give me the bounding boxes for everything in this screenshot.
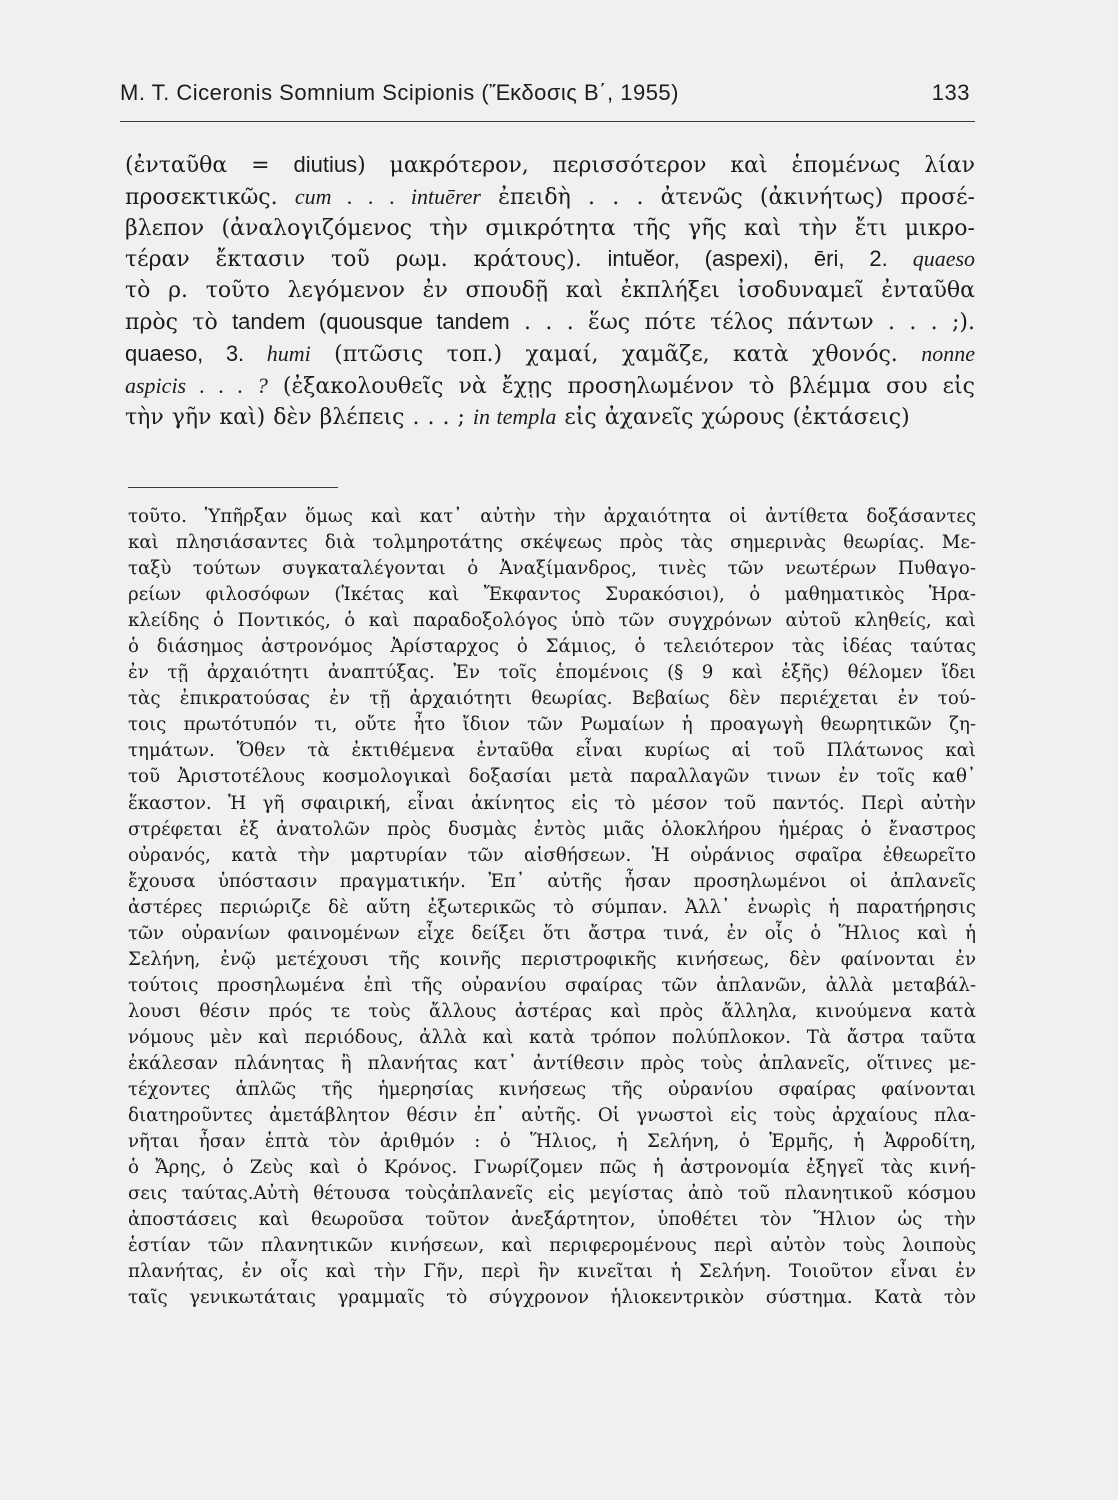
greek-segment: ἐπειδὴ . . . ἀτενῶς (ἀκινήτως) προσέ- bbox=[480, 184, 975, 210]
footnote-line: ταῖς γενικωτάταις γραμμαῖς τὸ σύγχρονον ἡλιοκεντρικὸν σύστημα. Κατὰ τὸν bbox=[128, 1287, 976, 1309]
footnote-line: κλείδης ὁ Ποντικός, ὁ καὶ παραδοξολόγος ὑπὸ τῶν συγχρόνων αὐτοῦ κληθείς, καὶ bbox=[128, 610, 976, 632]
greek-segment: προσεκτικῶς. bbox=[125, 184, 295, 210]
greek-segment: τὴν γῆν καὶ) δὲν βλέπεις . . . ; bbox=[125, 405, 473, 431]
text-line bbox=[125, 214, 975, 245]
footnote-line: ἀστέρες περιώριζε δὲ αὕτη ἐξωτερικῶς τὸ σύμπαν. Ἀλλ᾽ ἐνωρὶς ἡ παρατήρησις bbox=[128, 896, 976, 918]
footnote-text bbox=[128, 504, 976, 1311]
latin-segment: quaeso bbox=[912, 246, 976, 272]
footnote-line: ρείων φιλοσόφων (Ἱκέτας καὶ Ἔκφαντος Συρακόσιοι), ὁ μαθηματικὸς Ἡρα- bbox=[128, 584, 976, 606]
footnote-line: καὶ πλησιάσαντες διὰ τολμηροτάτης σκέψεως πρὸς τὰς σημερινὰς θεωρίας. Με- bbox=[128, 532, 976, 554]
latin-segment: in templa bbox=[472, 404, 557, 430]
latin-segment: intuĕor, (aspexi), ēri, 2. bbox=[607, 246, 913, 272]
greek-segment: (πτῶσις τοπ.) χαμαί, χαμᾶζε, κατὰ χθονός. bbox=[310, 341, 922, 367]
footnote-line: διατηροῦντες ἀμετάβλητον θέσιν ἐπ᾽ αὐτῆς. Οἱ γνωστοὶ εἰς τοὺς ἀρχαίους πλα- bbox=[128, 1105, 976, 1127]
header-rule bbox=[120, 121, 975, 122]
page-number: 133 bbox=[931, 80, 970, 105]
text-line bbox=[125, 402, 975, 434]
latin-segment: humi bbox=[266, 340, 311, 366]
footnote-line: ὁ Ἄρης, ὁ Ζεὺς καὶ ὁ Κρόνος. Γνωρίζομεν πῶς ἡ ἀστρονομία ἐξηγεῖ τὰς κινή- bbox=[128, 1157, 976, 1179]
text-line bbox=[125, 371, 975, 403]
footnote-line: τῶν οὐρανίων φαινομένων εἶχε δείξει ὅτι ἄστρα τινά, ἐν οἷς ὁ Ἥλιος καὶ ἡ bbox=[128, 922, 976, 944]
greek-segment: βλεπον (ἀναλογιζόμενος τὴν σμικρότητα τῆς γῆς καὶ τὴν ἔτι μικρο- bbox=[125, 215, 975, 241]
footnote-line: σεις ταύτας.Αὐτὴ θέτουσα τοὺςἀπλανεῖς εἰς μεγίστας ἀπὸ τοῦ πλανητικοῦ κόσμου bbox=[128, 1183, 976, 1205]
footnote-line: ἕκαστον. Ἡ γῆ σφαιρική, εἶναι ἀκίνητος εἰς τὸ μέσον τοῦ παντός. Περὶ αὐτὴν bbox=[128, 792, 976, 814]
greek-segment: τὸ ρ. τοῦτο λεγόμενον ἐν σπουδῇ καὶ ἐκπλήξει ἰσοδυναμεῖ ἐνταῦθα bbox=[125, 278, 975, 304]
footnote-line: τὰς ἐπικρατούσας ἐν τῇ ἀρχαιότητι θεωρίας. Βεβαίως δὲν περιέχεται ἐν τού- bbox=[128, 688, 976, 710]
footnote-line: ἔχουσα ὑπόστασιν πραγματικήν. Ἐπ᾽ αὐτῆς ἦσαν προσηλωμένοι οἱ ἀπλανεῖς bbox=[128, 870, 976, 892]
latin-segment: diutius bbox=[293, 152, 358, 177]
text-line bbox=[125, 182, 975, 214]
footnote-line: νόμους μὲν καὶ περιόδους, ἀλλὰ καὶ κατὰ τρόπον πολύπλοκον. Τὰ ἄστρα ταῦτα bbox=[128, 1026, 976, 1048]
footnote-line: στρέφεται ἐξ ἀνατολῶν πρὸς δυσμὰς ἐντὸς μιᾶς ὁλοκλήρου ἡμέρας ὁ ἔναστρος bbox=[128, 818, 976, 840]
footnote-line: τοις πρωτότυπόν τι, οὔτε ἦτο ἴδιον τῶν Ρωμαίων ἡ προαγωγὴ θεωρητικῶν ζη- bbox=[128, 714, 976, 736]
text-line bbox=[125, 307, 975, 339]
latin-segment: tandem (quousque tandem bbox=[232, 308, 510, 334]
footnote-rule bbox=[128, 487, 338, 488]
text-line bbox=[125, 276, 975, 307]
footnote-line: τοῦτο. Ὑπῆρξαν ὅμως καὶ κατ᾽ αὐτὴν τὴν ἀρχαιότητα οἱ ἀντίθετα δοξάσαντες bbox=[128, 506, 976, 527]
greek-segment: τέραν ἔκτασιν τοῦ ρωμ. κράτους). bbox=[125, 247, 608, 273]
running-head-title: M. T. Ciceronis Somnium Scipionis (Ἔκδοσις Β΄, 1955) bbox=[120, 80, 679, 105]
greek-segment: . . . ἕως πότε τέλος πάντων . . . ;). bbox=[509, 309, 975, 335]
footnote-line: τέχοντες ἁπλῶς τῆς ἡμερησίας κινήσεως τῆς οὐρανίου σφαίρας φαίνονται bbox=[128, 1079, 976, 1101]
greek-segment: εἰς ἀχανεῖς χώρους (ἐκτάσεις) bbox=[556, 405, 910, 431]
text-line bbox=[125, 339, 975, 371]
greek-segment: πρὸς τὸ bbox=[125, 309, 233, 335]
footnote-line: ἑστίαν τῶν πλανητικῶν κινήσεων, καὶ περιφερομένους περὶ αὐτὸν τοὺς λοιποὺς bbox=[128, 1235, 976, 1257]
footnote-line: τημάτων. Ὅθεν τὰ ἐκτιθέμενα ἐνταῦθα εἶναι κυρίως αἱ τοῦ Πλάτωνος καὶ bbox=[128, 740, 976, 762]
greek-segment: (ἐνταῦθα = bbox=[125, 153, 294, 178]
footnote-line: λουσι θέσιν πρός τε τοὺς ἄλλους ἀστέρας καὶ πρὸς ἄλληλα, κινούμενα κατὰ bbox=[128, 1000, 976, 1022]
commentary-text bbox=[125, 150, 975, 434]
text-line bbox=[125, 150, 975, 182]
footnote-line: τοῦ Ἀριστοτέλους κοσμολογικαὶ δοξασίαι μετὰ παραλλαγῶν τινων ἐν τοῖς καθ᾽ bbox=[128, 766, 976, 788]
footnote-line: οὐρανός, κατὰ τὴν μαρτυρίαν τῶν αἰσθήσεων. Ἡ οὐράνιος σφαῖρα ἐθεωρεῖτο bbox=[128, 844, 976, 866]
footnote-line: νῆται ἦσαν ἑπτὰ τὸν ἀριθμόν : ὁ Ἥλιος, ἡ Σελήνη, ὁ Ἑρμῆς, ἡ Ἀφροδίτη, bbox=[128, 1131, 976, 1153]
footnote-line: ἐν τῇ ἀρχαιότητι ἀναπτύξας. Ἐν τοῖς ἑπομένοις (§ 9 καὶ ἑξῆς) θέλομεν ἴδει bbox=[128, 662, 976, 684]
text-line bbox=[125, 244, 975, 276]
footnote-line: ὁ διάσημος ἀστρονόμος Ἀρίσταρχος ὁ Σάμιος, ὁ τελειότερον τὰς ἰδέας ταύτας bbox=[128, 636, 976, 658]
footnote-line: τούτοις προσηλωμένα ἐπὶ τῆς οὐρανίου σφαίρας τῶν ἀπλανῶν, ἀλλὰ μεταβάλ- bbox=[128, 974, 976, 996]
latin-segment: nonne bbox=[921, 340, 975, 366]
running-head bbox=[120, 80, 970, 106]
footnote-line: Σελήνη, ἐνῷ μετέχουσι τῆς κοινῆς περιστροφικῆς κινήσεως, δὲν φαίνονται ἐν bbox=[128, 948, 976, 970]
latin-segment: cum . . . intuērer bbox=[294, 183, 481, 209]
latin-segment: aspicis . . . ? bbox=[125, 372, 268, 398]
greek-segment: ) μακρότερον, περισσότερον καὶ ἑπομένως λίαν bbox=[357, 153, 976, 178]
latin-segment: quaeso, 3. bbox=[125, 340, 267, 366]
footnote-line: πλανήτας, ἐν οἷς καὶ τὴν Γῆν, περὶ ἣν κινεῖται ἡ Σελήνη. Τοιοῦτον εἶναι ἐν bbox=[128, 1261, 976, 1283]
greek-segment: (ἐξακολουθεῖς νὰ ἔχῃς προσηλωμένον τὸ βλέμμα σου εἰς bbox=[267, 373, 975, 399]
footnote-line: ἐκάλεσαν πλάνητας ἢ πλανήτας κατ᾽ ἀντίθεσιν πρὸς τοὺς ἀπλανεῖς, οἵτινες με- bbox=[128, 1052, 976, 1074]
footnote-line: ἀποστάσεις καὶ θεωροῦσα τοῦτον ἀνεξάρτητον, ὑποθέτει τὸν Ἥλιον ὡς τὴν bbox=[128, 1209, 976, 1231]
footnote-line: ταξὺ τούτων συγκαταλέγονται ὁ Ἀναξίμανδρος, τινὲς τῶν νεωτέρων Πυθαγο- bbox=[128, 558, 976, 580]
